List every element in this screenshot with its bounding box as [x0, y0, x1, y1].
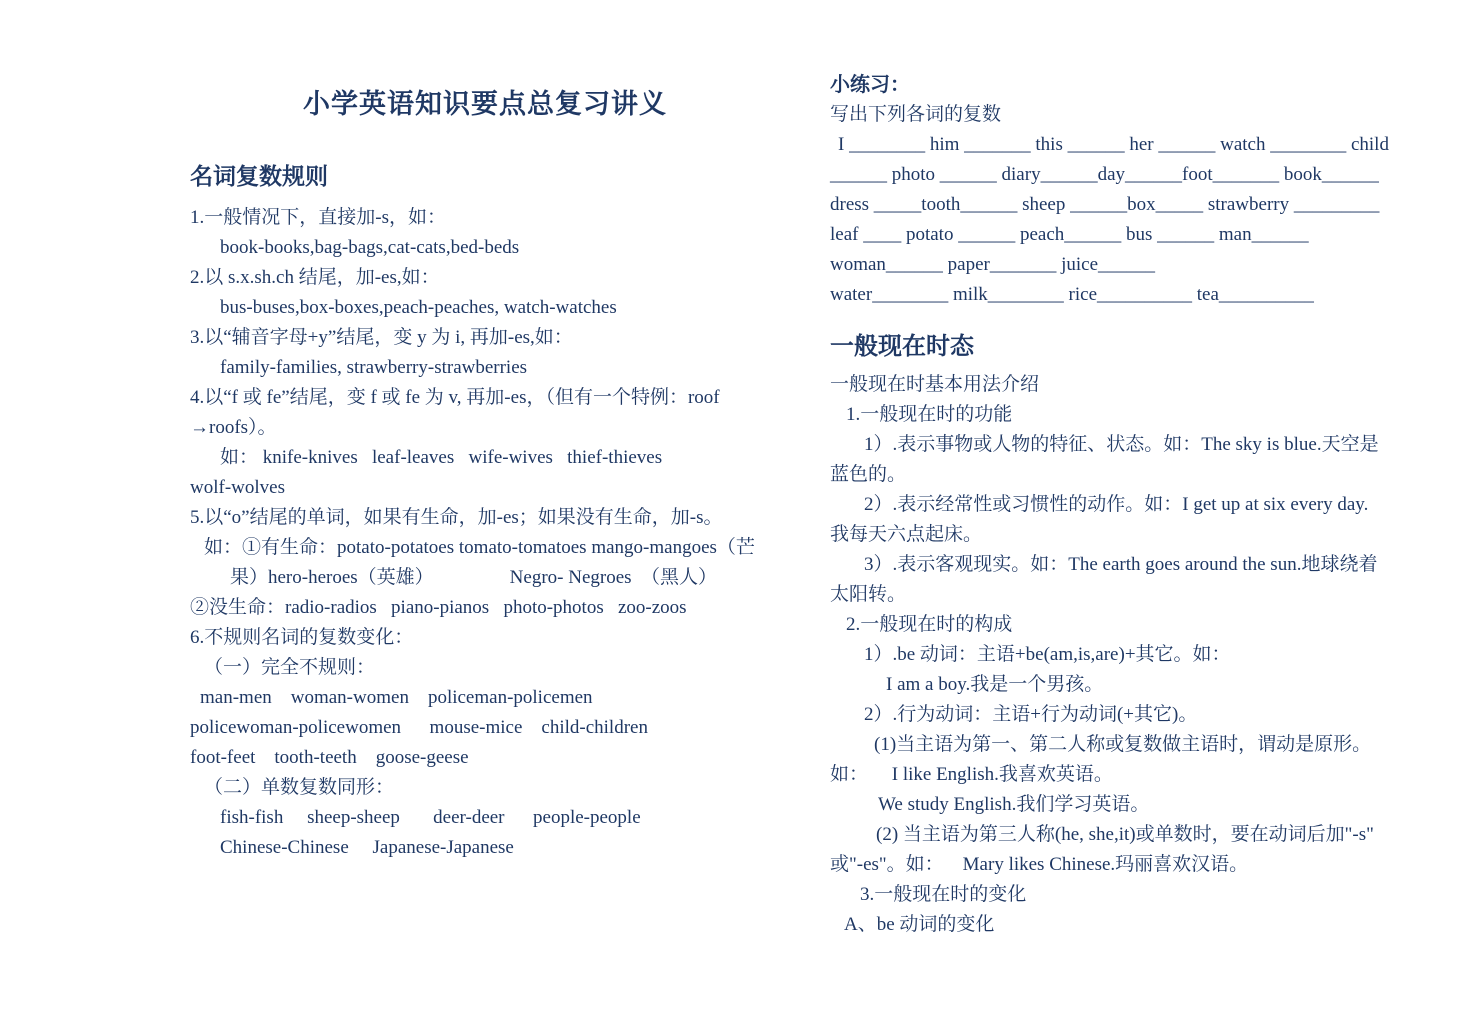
text-line: 写出下列各词的复数 — [830, 104, 1002, 125]
text-line: 或"-es"。如： Mary likes Chinese.玛丽喜欢汉语。 — [830, 854, 1249, 875]
text-line: 如：①有生命：potato-potatoes tomato-tomatoes mango-mangoes（芒 — [204, 537, 755, 558]
text-line: ②没生命：radio-radios piano-pianos photo-photos zoo-zoos — [190, 597, 687, 618]
text-line: 5.以“o”结尾的单词，如果有生命，加-es；如果没有生命，加-s。 — [190, 507, 723, 528]
practice-exercise-body — [830, 100, 1415, 310]
text-line: foot-feet tooth-teeth goose-geese — [190, 747, 469, 768]
text-line: water________ milk________ rice__________ tea__________ — [830, 284, 1314, 305]
text-line: policewoman-policewomen mouse-mice child-children — [190, 717, 648, 738]
present-tense-body — [830, 370, 1415, 940]
text-line: 1）.表示事物或人物的特征、状态。如：The sky is blue.天空是 — [864, 434, 1379, 455]
text-line: 2）.表示经常性或习惯性的动作。如：I get up at six every day. — [864, 494, 1369, 515]
text-line: (1)当主语为第一、第二人称或复数做主语时，谓动是原形。 — [874, 734, 1372, 755]
text-line: book-books,bag-bags,cat-cats,bed-beds — [220, 237, 520, 258]
text-line: A、be 动词的变化 — [844, 914, 995, 935]
text-line: 6.不规则名词的复数变化： — [190, 627, 414, 648]
text-line: ______ photo ______ diary______day______foot_______ book______ — [830, 164, 1379, 185]
text-line: 蓝色的。 — [830, 464, 907, 485]
text-line: 果）hero-heroes（英雄） Negro- Negroes （黑人） — [230, 567, 718, 588]
text-line: 2）.行为动词：主语+行为动词(+其它)。 — [864, 704, 1198, 725]
right-column — [830, 70, 1415, 1020]
text-line: 1.一般现在时的功能 — [846, 404, 1013, 425]
text-line: 4.以“f 或 fe”结尾，变 f 或 fe 为 v, 再加-es，（但有一个特例：roof — [190, 387, 720, 408]
text-line: 1）.be 动词：主语+be(am,is,are)+其它。如： — [864, 644, 1231, 665]
text-line: We study English.我们学习英语。 — [878, 794, 1150, 815]
left-column — [190, 70, 780, 1020]
text-line: Chinese-Chinese Japanese-Japanese — [220, 837, 514, 858]
text-line: 3）.表示客观现实。如：The earth goes around the sun.地球绕着 — [864, 554, 1378, 575]
page-title: 小学英语知识要点总复习讲义 — [303, 89, 667, 119]
text-line: 3.一般现在时的变化 — [860, 884, 1027, 905]
text-line: I am a boy.我是一个男孩。 — [886, 674, 1104, 695]
text-line: woman______ paper_______ juice______ — [830, 254, 1156, 275]
text-line: wolf-wolves — [190, 477, 285, 498]
text-line: →roofs）。 — [190, 417, 277, 438]
text-line: （二）单数复数同形： — [204, 777, 395, 798]
text-line: man-men woman-women policeman-policemen — [200, 687, 593, 708]
text-line: fish-fish sheep-sheep deer-deer people-people — [220, 807, 641, 828]
text-line: （一）完全不规则： — [204, 657, 376, 678]
text-line: 如： knife-knives leaf-leaves wife-wives thief-thieves — [220, 447, 663, 468]
text-line: 2.以 s.x.sh.ch 结尾，加-es,如： — [190, 267, 440, 288]
text-line: (2) 当主语为第三人称(he, she,it)或单数时，要在动词后加"-s" — [876, 824, 1374, 845]
text-line: 3.以“辅音字母+y”结尾，变 y 为 i, 再加-es,如： — [190, 327, 573, 348]
text-line: 1.一般情况下，直接加-s，如： — [190, 207, 446, 228]
text-line: I ________ him _______ this ______ her ______ watch ________ child — [838, 134, 1389, 155]
text-line: leaf ____ potato ______ peach______ bus ______ man______ — [830, 224, 1309, 245]
text-line: bus-buses,box-boxes,peach-peaches, watch-watches — [220, 297, 617, 318]
text-line: 一般现在时基本用法介绍 — [830, 374, 1040, 395]
noun-plural-rules-heading: 名词复数规则 — [190, 164, 328, 189]
text-line: dress _____tooth______ sheep ______box_____ strawberry _________ — [830, 194, 1380, 215]
noun-plural-rules-body — [190, 203, 780, 863]
practice-heading: 小练习： — [830, 74, 910, 96]
text-line: 2.一般现在时的构成 — [846, 614, 1013, 635]
present-tense-heading: 一般现在时态 — [830, 334, 974, 360]
text-line: 太阳转。 — [830, 584, 907, 605]
text-line: 我每天六点起床。 — [830, 524, 983, 545]
text-line: family-families, strawberry-strawberries — [220, 357, 528, 378]
text-line: 如： I like English.我喜欢英语。 — [830, 764, 1113, 785]
